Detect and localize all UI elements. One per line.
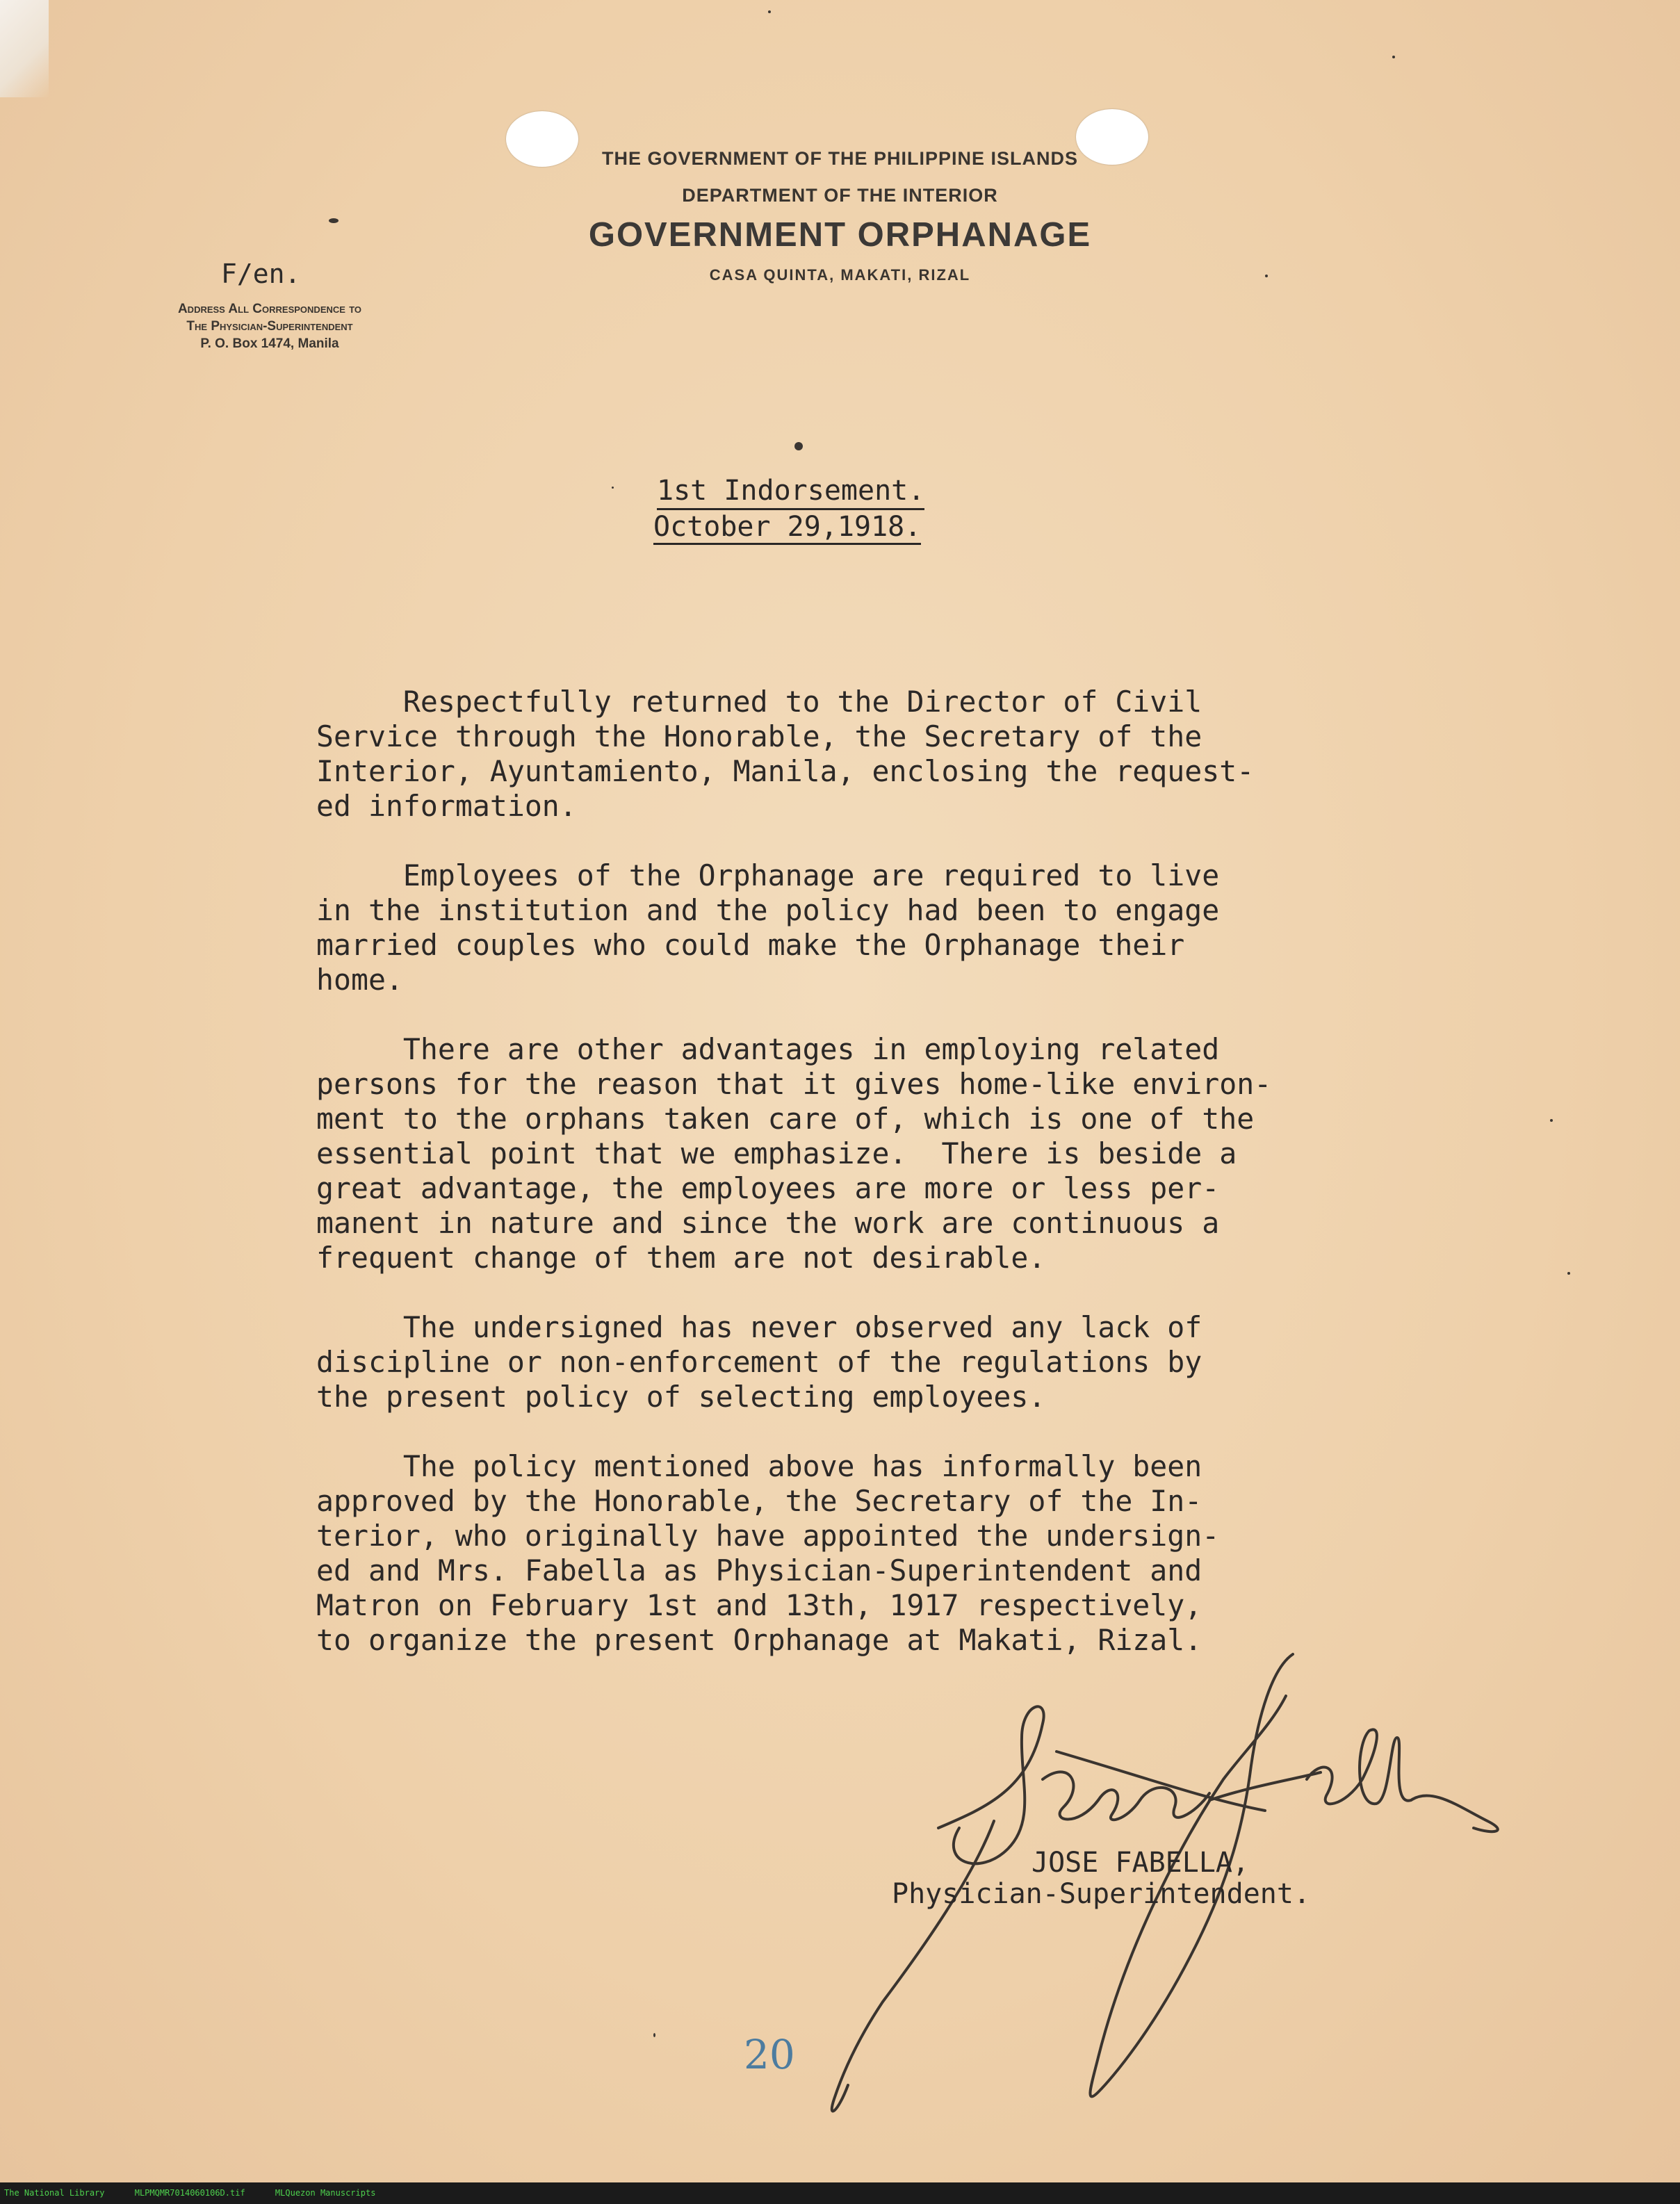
reference-initials: F/en. bbox=[221, 259, 301, 289]
signatory-title: Physician-Superintendent. bbox=[892, 1878, 1311, 1910]
indorsement-date: October 29,1918. bbox=[653, 511, 921, 545]
letterhead-department: DEPARTMENT OF THE INTERIOR bbox=[682, 185, 998, 206]
ink-speck bbox=[1392, 56, 1395, 58]
letterhead-location: CASA QUINTA, MAKATI, RIZAL bbox=[709, 266, 971, 284]
paragraph-4: The undersigned has never observed any lack of discipline or non-enforcement of the regulations by the present policy of selecting employees. bbox=[316, 1310, 1202, 1414]
paragraph-2: Employees of the Orphanage are required to live in the institution and the policy had been to engage married couples who could make the Orphanage their home. bbox=[316, 858, 1220, 997]
paragraph-3: There are other advantages in employing related persons for the reason that it gives home-like environ- ment to the orphans taken care of, which is one of the essential point that we emphasize. There is beside a great advantage, the employees are more or less per- manent in nature and since the work are continuous a frequent change of them are not desirable. bbox=[316, 1032, 1272, 1275]
letterhead-government: THE GOVERNMENT OF THE PHILIPPINE ISLANDS bbox=[601, 148, 1079, 169]
ink-speck bbox=[329, 218, 339, 223]
footer-file: MLPMQMR7014060106D.tif bbox=[134, 2188, 245, 2198]
ink-speck bbox=[1265, 275, 1268, 277]
page-number-stamp: 20 bbox=[744, 2031, 795, 2078]
signatory-name: JOSE FABELLA, bbox=[1031, 1847, 1250, 1879]
footer-collection: MLQuezon Manuscripts bbox=[275, 2188, 376, 2198]
address-line-2: The Physician-Superintendent bbox=[186, 319, 353, 334]
ink-speck bbox=[1567, 1272, 1570, 1275]
ink-speck bbox=[1550, 1119, 1553, 1122]
paragraph-1: Respectfully returned to the Director of Civil Service through the Honorable, the Secretary of the Interior, Ayuntamiento, Manila, enclosing the request- ed information. bbox=[316, 685, 1255, 823]
ink-speck bbox=[653, 2033, 655, 2037]
ink-speck bbox=[612, 487, 614, 489]
address-line-1: Address All Correspondence to bbox=[177, 302, 362, 316]
paragraph-5: The policy mentioned above has informally been approved by the Honorable, the Secretary of the In- terior, who originally have appointed the undersign- ed and Mrs. Fabella as Physician-Superintendent and Matron on February 1st and 13th, 1917 respectively, to organize the present Orphanage at Makati, Rizal. bbox=[316, 1449, 1220, 1657]
indorsement-label: 1st Indorsement. bbox=[657, 475, 924, 510]
letterhead-title: GOVERNMENT ORPHANAGE bbox=[588, 216, 1092, 254]
archive-footer-bar bbox=[0, 2182, 1680, 2204]
ink-speck bbox=[794, 442, 803, 450]
address-line-3: P. O. Box 1474, Manila bbox=[200, 336, 339, 351]
footer-library: The National Library bbox=[4, 2188, 105, 2198]
ink-speck bbox=[768, 10, 771, 13]
